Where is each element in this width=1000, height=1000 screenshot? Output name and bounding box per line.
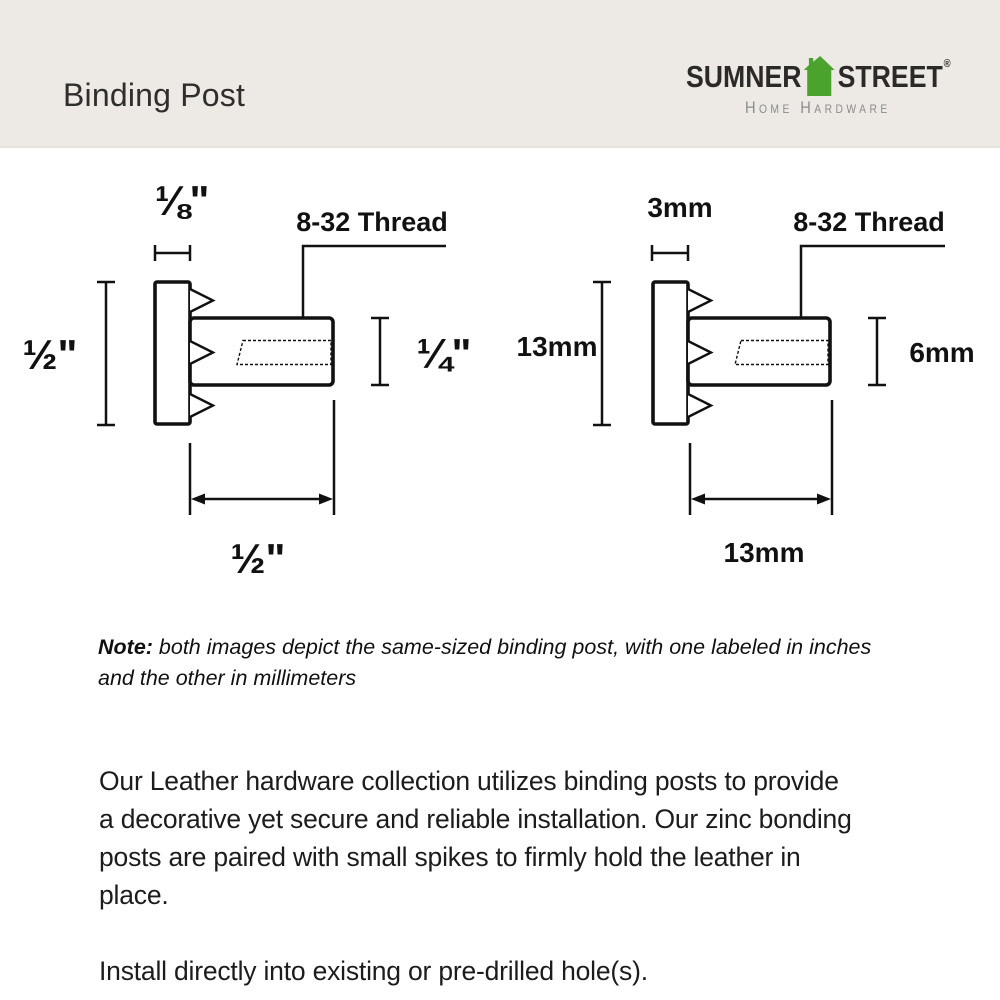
note-line-2: and the other in millimeters <box>98 666 357 690</box>
house-icon <box>804 55 835 97</box>
body-line: a decorative yet secure and reliable installation. Our zinc bonding <box>99 804 852 834</box>
paragraph-1 <box>99 762 959 914</box>
body-line: posts are paired with small spikes to firmly hold the leather in <box>99 842 801 872</box>
page-title: Binding Post <box>63 77 246 113</box>
label-flange-width-metric: 3mm <box>647 192 713 223</box>
note-line-1 <box>98 632 938 663</box>
note <box>98 632 938 694</box>
label-barrel-diameter-inches: ¼" <box>416 330 472 377</box>
label-thread-metric: 8-32 Thread <box>793 207 945 237</box>
note-line-1-text: both images depict the same-sized binding post, with one labeled in inches <box>152 635 872 659</box>
binding-post-diagrams <box>0 150 1000 610</box>
spike-bottom-metric <box>688 394 711 417</box>
body-copy <box>99 762 959 990</box>
registered-mark: ® <box>943 58 951 70</box>
thread-hole <box>237 341 331 365</box>
dim-flange-width-inches <box>155 177 210 261</box>
label-thread-inches: 8-32 Thread <box>296 207 448 237</box>
dim-barrel-length-inches <box>190 400 334 582</box>
dim-barrel-diameter-metric <box>868 318 975 385</box>
diagram-metric <box>517 192 975 568</box>
dim-barrel-length-metric <box>690 400 832 568</box>
label-barrel-diameter-metric: 6mm <box>909 337 975 368</box>
header <box>0 0 1000 148</box>
diagram-inches <box>23 177 472 582</box>
dim-overall-height-inches <box>23 282 115 425</box>
brand-name-left: SUMNER <box>686 58 802 94</box>
label-flange-width-inches: ⅛" <box>154 177 210 224</box>
flange <box>155 282 190 424</box>
brand-logo-row <box>686 55 950 97</box>
brand-name-right: STREET <box>837 58 944 94</box>
spike-top-metric <box>688 289 711 312</box>
flange-metric <box>653 282 688 424</box>
dim-flange-width-metric <box>647 192 712 261</box>
house-icon-shape <box>804 56 835 96</box>
dim-overall-height-metric <box>517 282 611 425</box>
spike-bottom <box>190 394 213 417</box>
body-line: Our Leather hardware collection utilizes binding posts to provide <box>99 766 839 796</box>
brand-subtitle: Home Hardware <box>745 98 891 117</box>
paragraph-2: Install directly into existing or pre-drilled hole(s). <box>99 956 648 986</box>
label-overall-height-metric: 13mm <box>516 331 598 362</box>
label-barrel-length-inches: ½" <box>230 535 286 582</box>
note-prefix: Note: <box>98 635 153 659</box>
label-overall-height-inches: ½" <box>22 331 78 378</box>
label-barrel-length-metric: 13mm <box>723 537 805 568</box>
brand-logo <box>686 55 950 116</box>
spike-top <box>190 289 213 312</box>
body-line: place. <box>99 880 169 910</box>
dim-barrel-diameter-inches <box>371 318 471 385</box>
thread-hole-metric <box>735 341 828 365</box>
